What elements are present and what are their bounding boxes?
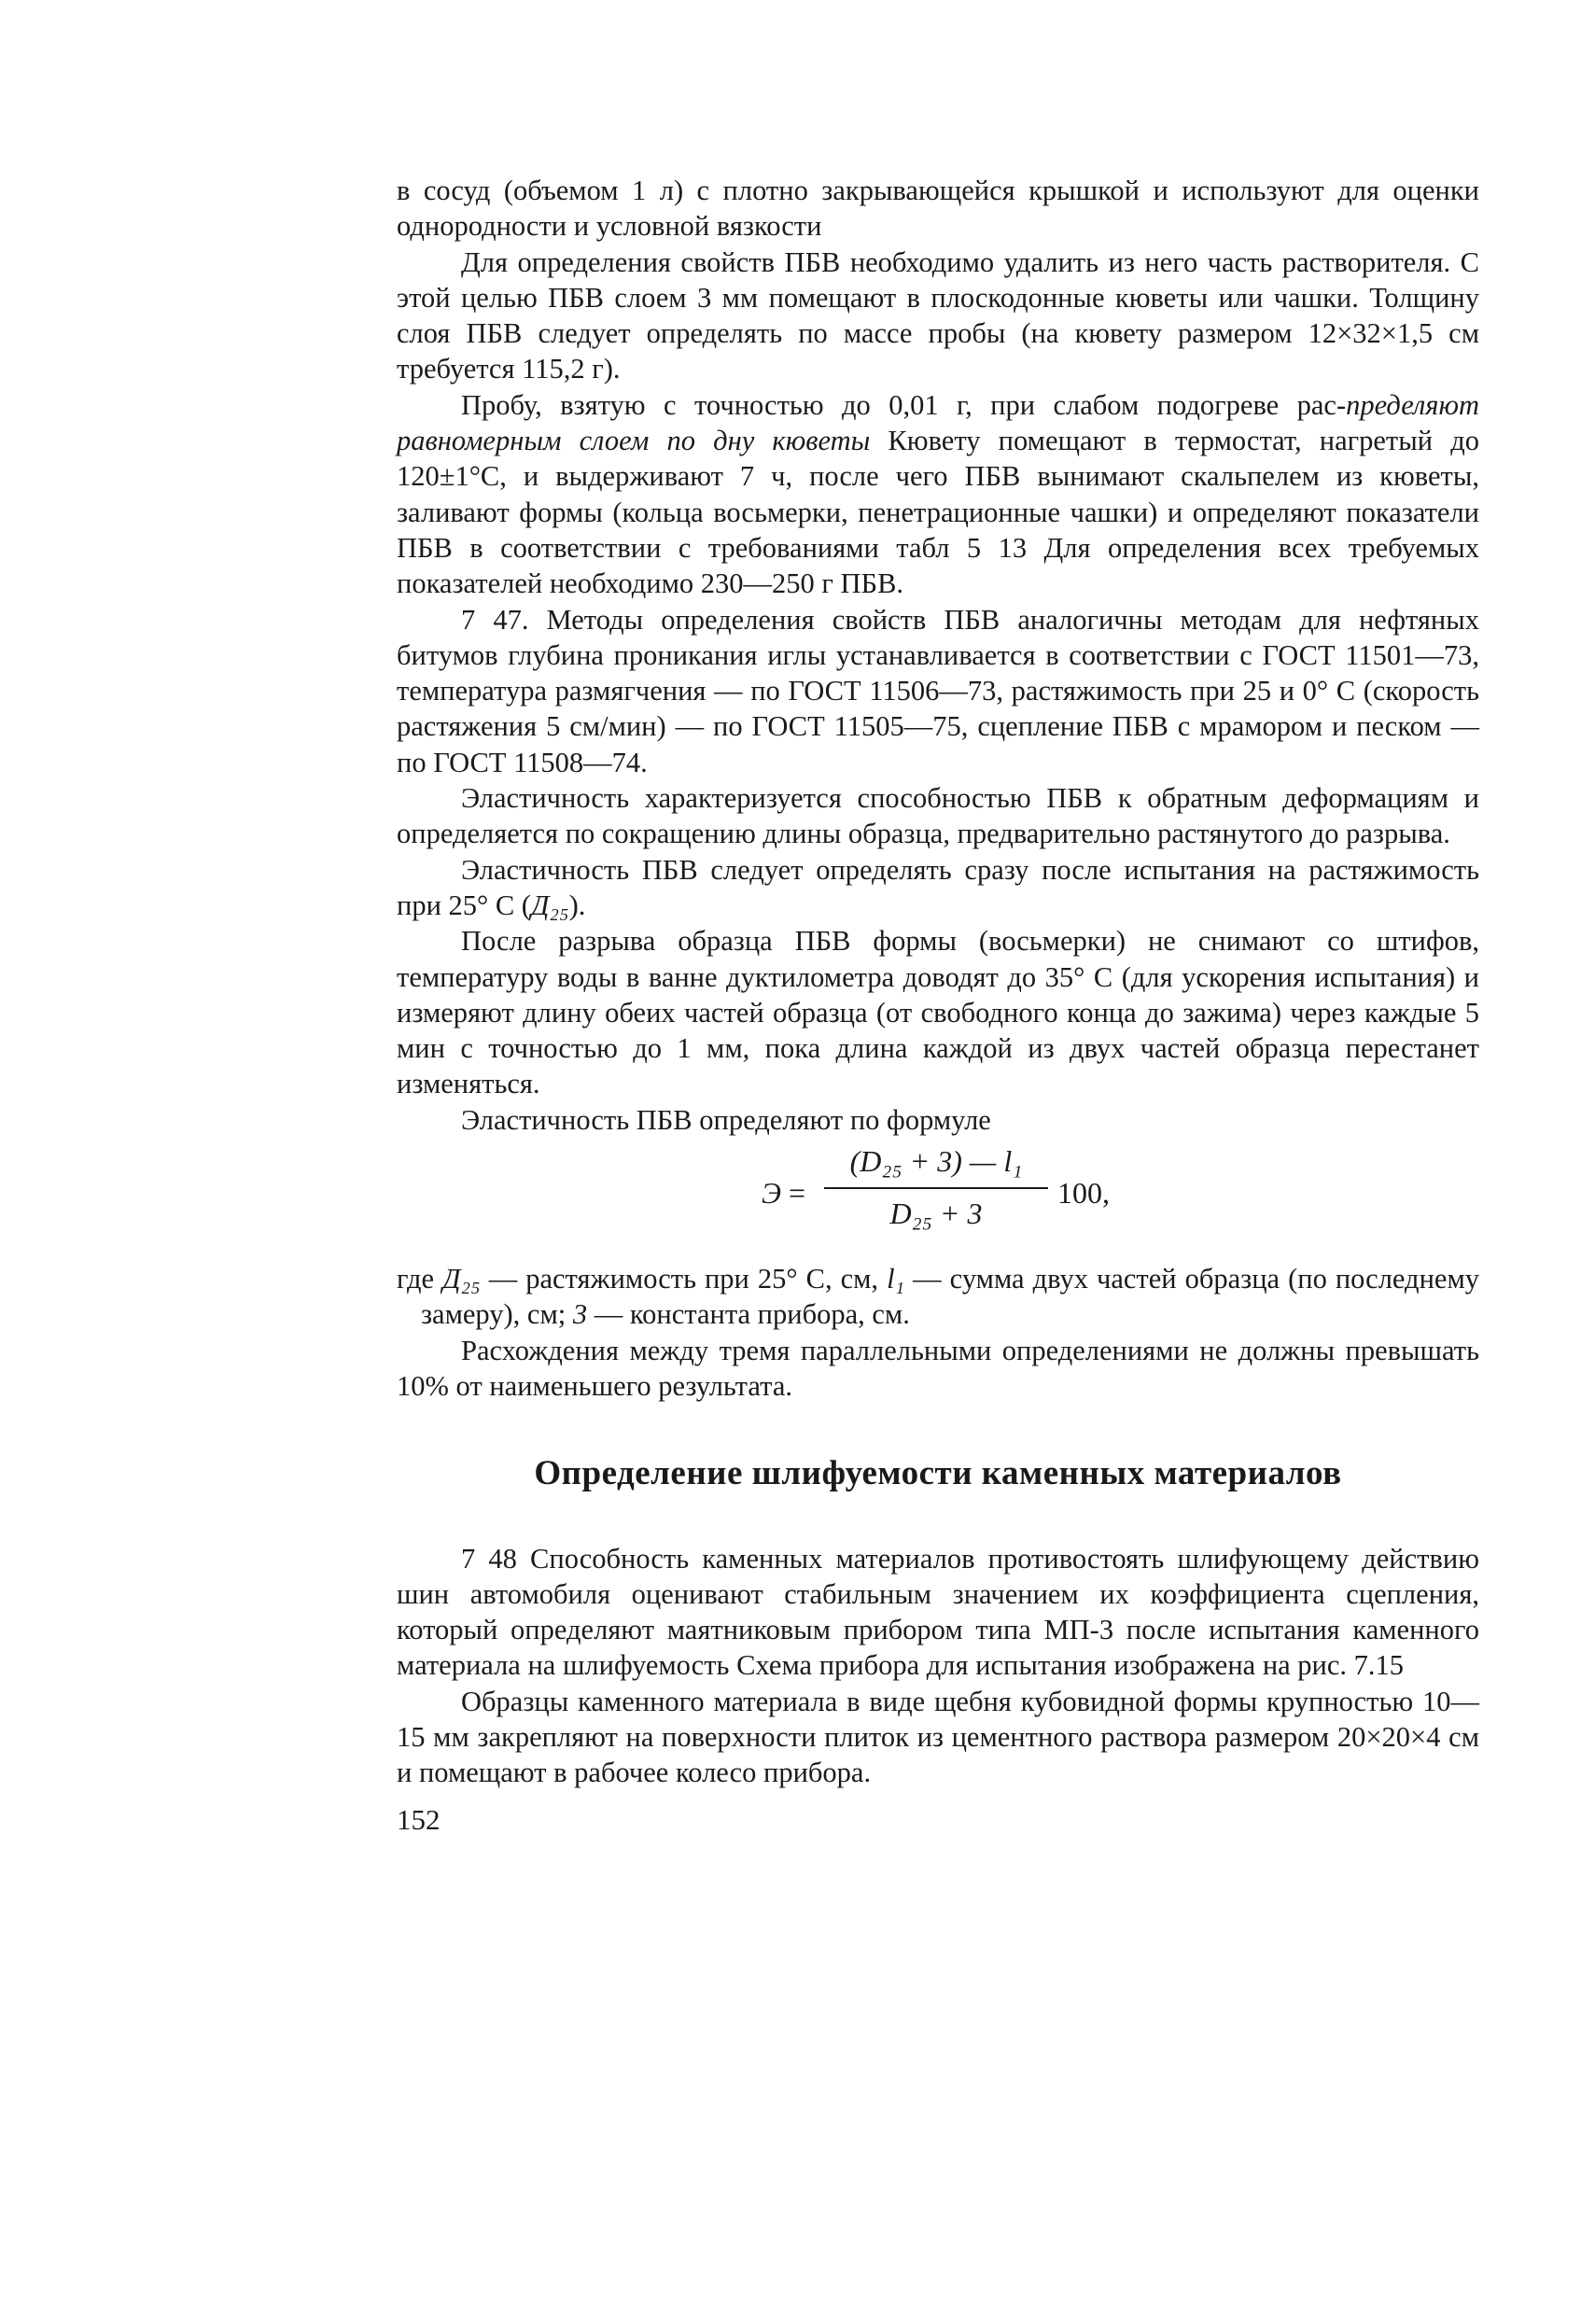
paragraph-formula-intro: Эластичность ПБВ определяют по формуле xyxy=(461,1103,991,1136)
formula-multiplier: 100, xyxy=(1057,1176,1110,1211)
paragraph-intro: в сосуд (объемом 1 л) с плотно закрывающейся крышкой и используют для оценки однородности и условной вязкости xyxy=(397,175,1479,243)
p5-before: Эластичность ПБВ следует определять сразу после испытания на растяжимость при 25° С ( xyxy=(397,853,1479,921)
paragraph-elasticity-definition: Эластичность характеризуется способностью ПБВ к обратным деформациям и определяется по сокращению длины образца, предварительно растянутого до разрыва. xyxy=(397,782,1479,850)
p5-symbol: Д₂₅ xyxy=(530,889,569,921)
paragraph-sample-prep xyxy=(397,387,1479,602)
document-page xyxy=(397,173,1479,1838)
p2-after: Кювету помещают в термостат, нагретый до 120±1°С, и выдерживают 7 ч, после чего ПБВ вынимают скальпелем из кюветы, заливают формы (кольца восьмерки, пенетрационные чашки) и определяют показатели ПБВ в соответствии с требованиями табл 5 13 Для определения всех требуемых показателей необходимо 230—250 г ПБВ. xyxy=(397,425,1479,600)
p5-after: ). xyxy=(568,889,586,921)
paragraph-grinding-748: 7 48 Способность каменных материалов противостоять шлифующему действию шин автомобиля оценивают стабильным значением их коэффициента сцепления, который определяют маятниковым прибором типа МП-3 после испытания каменного материала на шлифуемость Схема прибора для испытания изображена на рис. 7.15 xyxy=(397,1542,1479,1682)
formula-fraction-bar xyxy=(824,1187,1048,1189)
page-number: 152 xyxy=(397,1802,441,1836)
formula-lhs: Э xyxy=(762,1176,781,1211)
paragraph-elasticity-timing xyxy=(397,852,1479,924)
formula-denominator: D₂₅ + 3 xyxy=(889,1197,983,1231)
p2-before: Пробу, взятую с точностью до 0,01 г, при слабом подогреве рас- xyxy=(461,388,1347,421)
paragraph-tolerance: Расхождения между тремя параллельными определениями не должны превышать 10% от наименьшего результата. xyxy=(397,1334,1479,1402)
paragraph-rupture-procedure: После разрыва образца ПБВ формы (восьмерки) не снимают со штифов, температуру воды в ванне дуктилометра доводят до 35° С (для ускорения испытания) и измеряют длину обеих частей образца (от свободного конца до зажима) через каждые 5 мин с точностью до 1 мм, пока длина каждой из двух частей образца перестанет изменяться. xyxy=(397,925,1479,1100)
paragraph-samples: Образцы каменного материала в виде щебня кубовидной формы крупностью 10—15 мм закрепляют на поверхности плиток из цементного раствора размером 20×20×4 см и помещают в рабочее колесо прибора. xyxy=(397,1685,1479,1789)
where-d-desc: — растяжимость при 25° С, см, xyxy=(480,1263,888,1295)
elasticity-formula xyxy=(397,1143,1479,1248)
where-l-desc: — сумма двух частей образца (по последнему замеру), см; xyxy=(421,1263,1479,1331)
where-l-symbol: l₁ xyxy=(887,1263,905,1295)
p2-italic: пределяют равномерным слоем по дну кюветы xyxy=(397,388,1479,457)
paragraph-methods-747: 7 47. Методы определения свойств ПБВ аналогичны методам для нефтяных битумов глубина проникания иглы устанавливается в соответствии с ГОСТ 11501—73, температура размягчения — по ГОСТ 11506—73, растяжимость при 25 и 0° С (скорость растяжения 5 см/мин) — по ГОСТ 11505—75, сцепление ПБВ с мрамором и песком — по ГОСТ 11508—74. xyxy=(397,603,1479,778)
where-c-symbol: 3 xyxy=(572,1298,588,1331)
formula-numerator: (D₂₅ + 3) — l₁ xyxy=(849,1144,1023,1179)
formula-equals: = xyxy=(789,1176,806,1211)
section-title: Определение шлифуемости каменных материалов xyxy=(534,1454,1342,1493)
where-prefix: где xyxy=(397,1263,443,1295)
formula-legend xyxy=(397,1261,1479,1333)
where-c-desc: — константа прибора, см. xyxy=(587,1298,910,1331)
paragraph-solvent-removal: Для определения свойств ПБВ необходимо удалить из него часть растворителя. С этой целью ПБВ слоем 3 мм помещают в плоскодонные кюветы или чашки. Толщину слоя ПБВ следует определять по массе пробы (на кювету размером 12×32×1,5 см требуется 115,2 г). xyxy=(397,245,1479,385)
where-d-symbol: Д₂₅ xyxy=(442,1263,481,1295)
